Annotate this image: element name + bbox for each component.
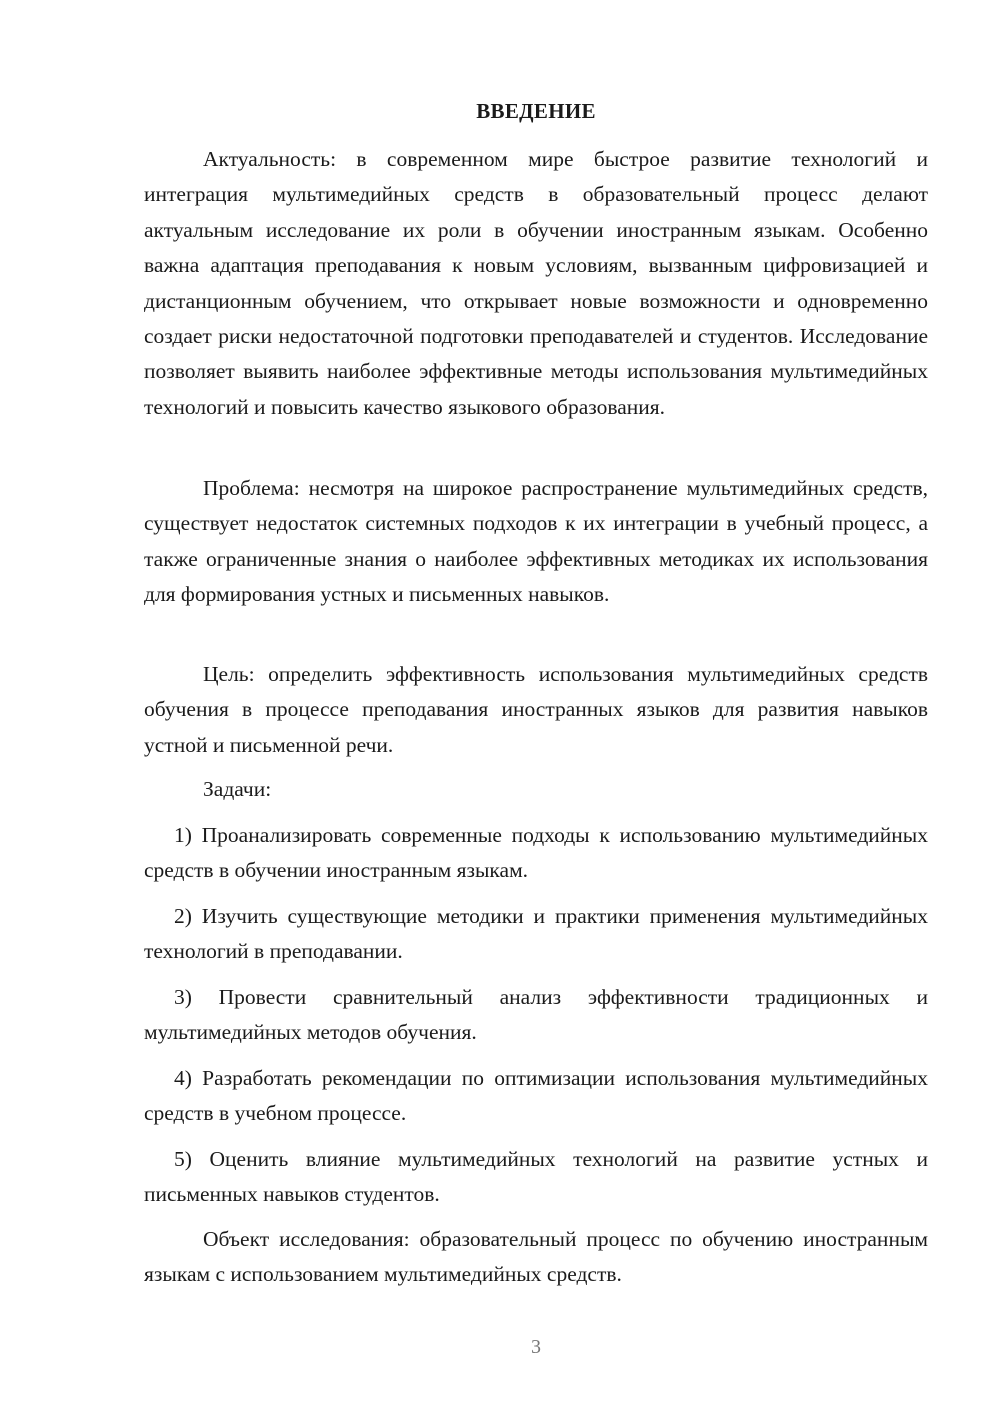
document-page <box>144 0 928 1414</box>
object-paragraph: Объект исследования: образовательный процесс по обучению иностранным языкам с использованием мультимедийных средств. <box>144 1227 928 1287</box>
problem-paragraph: Проблема: несмотря на широкое распространение мультимедийных средств, существует недостаток системных подходов к их интеграции в учебный процесс, а также ограниченные знания о наиболее эффективных методиках их использования для формирования устных и письменных навыков. <box>144 476 928 607</box>
page-title: ВВЕДЕНИЕ <box>476 99 596 123</box>
task-item-4: 4) Разработать рекомендации по оптимизации использования мультимедийных средств в учебном процессе. <box>144 1066 928 1126</box>
page-number: 3 <box>531 1336 541 1358</box>
goal-paragraph: Цель: определить эффективность использования мультимедийных средств обучения в процессе преподавания иностранных языков для развития навыков устной и письменной речи. <box>144 662 928 757</box>
task-item-1: 1) Проанализировать современные подходы к использованию мультимедийных средств в обучении иностранным языкам. <box>144 823 928 883</box>
relevance-paragraph: Актуальность: в современном мире быстрое развитие технологий и интеграция мультимедийных средств в образовательный процесс делают актуальным исследование их роли в обучении иностранным языкам. Особенно важна адаптация преподавания к новым условиям, вызванным цифровизацией и дистанционным обучением, что открывает новые возможности и одновременно создает риски недостаточной подготовки преподавателей и студентов. Исследование позволяет выявить наиболее эффективные методы использования мультимедийных технологий и повысить качество языкового образования. <box>144 147 928 419</box>
task-item-5: 5) Оценить влияние мультимедийных технологий на развитие устных и письменных навыков студентов. <box>144 1147 928 1207</box>
tasks-heading: Задачи: <box>203 777 272 801</box>
task-item-3: 3) Провести сравнительный анализ эффективности традиционных и мультимедийных методов обучения. <box>144 985 928 1045</box>
task-item-2: 2) Изучить существующие методики и практики применения мультимедийных технологий в преподавании. <box>144 904 928 964</box>
